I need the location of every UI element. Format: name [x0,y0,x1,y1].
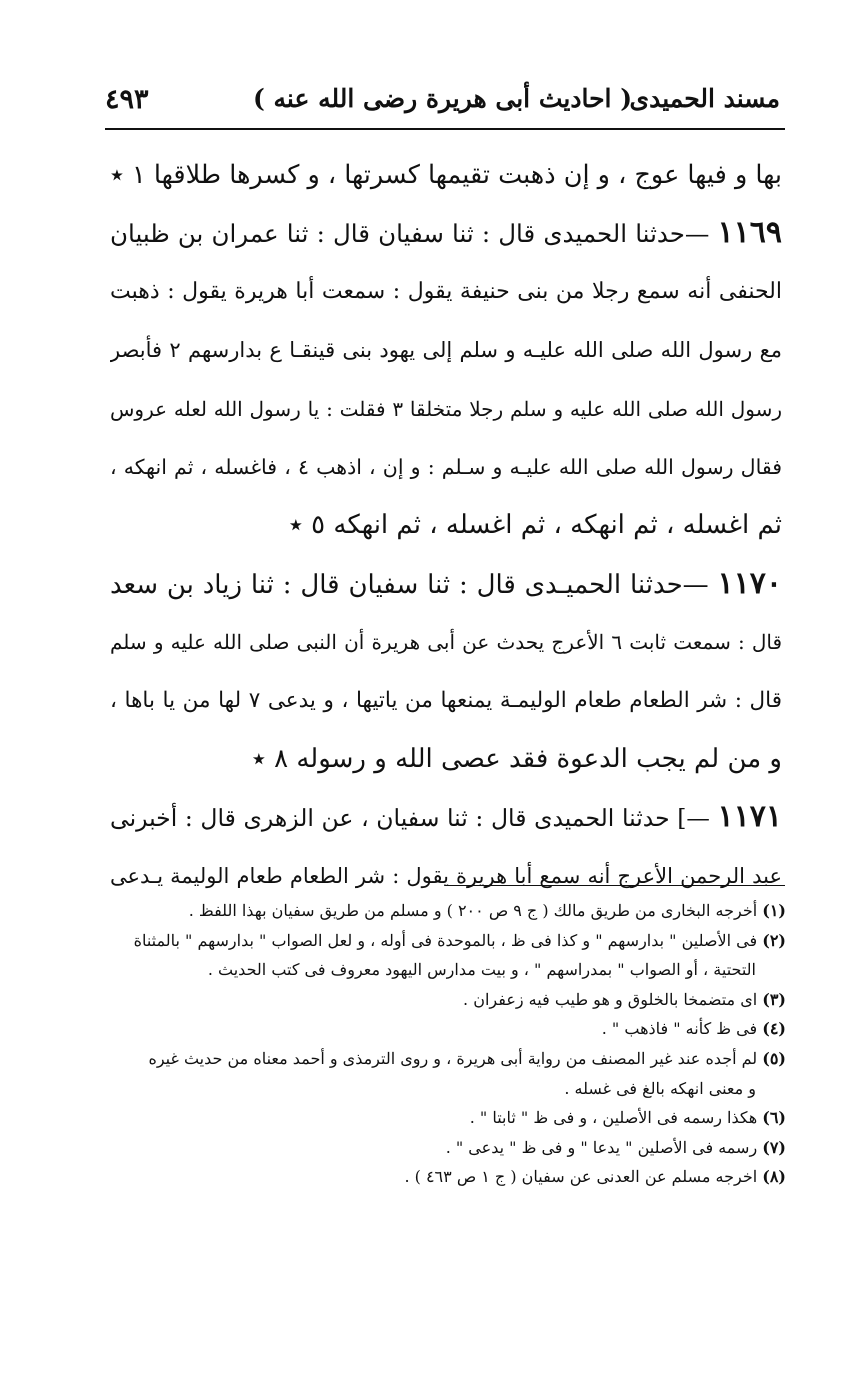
footnote-text: رسمه فى الأصلين " يدعا " و فى ظ " يدعى " . [445,1137,763,1157]
hadith-heading-1170 [110,555,782,613]
footnote-continuation [110,1074,786,1104]
footnote [110,1044,786,1074]
footnote [110,1103,786,1133]
line-text: —حدثنا الحميدى قال : ثنا سفيان قال : ثنا عمران بن ظبيان [110,219,718,249]
line-text: رسول الله صلى الله عليه و سلم رجلا متخلقا ٣ فقلت : يا رسول الله لعله عروس [110,396,782,421]
hadith-number: ١١٦٩ [717,215,782,251]
line-text: قال : سمعت ثابت ٦ الأعرج يحدث عن أبى هريرة أن النبى صلى الله عليه و سلم [110,630,782,655]
line-text: بها و فيها عوج ، و إن ذهبت تقيمها كسرتها ، و كسرها طلاقها ١ ٭ [110,160,782,190]
footnote-mark: (٥) [762,1048,786,1068]
footnote-mark: (٢) [762,930,786,950]
text-line [110,613,782,671]
text-line [110,146,782,204]
line-text: فقال رسول الله صلى الله عليـه و سـلم : و إن ، اذهب ٤ ، فاغسله ، ثم انهكه ، [110,454,782,479]
section-title: ( احاديث أبى هريرة رضى الله عنه ) [252,84,633,113]
main-text [110,146,782,905]
footnote-mark: (٨) [762,1167,786,1187]
line-text: و من لم يجب الدعوة فقد عصى الله و رسوله ٨ ٭ [251,743,782,774]
footnote-mark: (١) [762,901,786,920]
footnote [110,1014,786,1044]
footnote-text: أخرجه البخارى من طريق مالك ( ج ٩ ص ٢٠٠ ) و مسلم من طريق سفيان بهذا اللفظ . [188,901,763,920]
hadith-number: ١١٧١ [717,799,782,835]
footnote-text: و معنى انهكه بالغ فى غسله . [564,1078,756,1098]
line-text: قال : شر الطعام طعام الوليمـة يمنعها من ياتيها ، و يدعى ٧ لها من يا باها ، [110,687,782,713]
line-text: ثم اغسله ، ثم انهكه ، ثم اغسله ، ثم انهكه ٥ ٭ [288,510,782,541]
line-text: الحنفى أنه سمع رجلا من بنى حنيفة يقول : سمعت أبا هريرة يقول : ذهبت [110,278,782,304]
footnotes [110,896,786,1192]
footnote-text: فى الأصلين " بدارسهم " و كذا فى ظ ، بالموحدة فى أوله ، و لعل الصواب " بدارسهم " بالمثناة [133,930,763,950]
text-line [110,380,782,438]
footnote-continuation [110,955,786,985]
hadith-number: ١١٧٠ [717,565,782,601]
footnote-mark: (٣) [762,989,786,1009]
footnote-mark: (٤) [762,1019,786,1039]
footnote-text: فى ظ كأنه " فاذهب " . [601,1019,763,1039]
footnote [110,896,786,926]
footnote-mark: (٦) [762,1108,786,1128]
text-line [110,496,782,554]
text-line [110,672,782,730]
footnote-text: لم أجده عند غير المصنف من رواية أبى هريرة ، و روى الترمذى و أحمد معناه من حديث غيره [148,1048,763,1068]
line-text: —حدثنا الحميـدى قال : ثنا سفيان قال : ثنا زياد بن سعد [110,569,718,600]
text-line [110,730,782,788]
hadith-heading-1171 [110,788,782,846]
book-title: مسند الحميدى [629,84,780,113]
line-text: عبد الرحمن الأعرج أنه سمع أبا هريرة يقول : شر الطعام طعام الوليمة يـدعى [110,863,782,888]
page-header [105,80,780,124]
footnote [110,985,786,1015]
line-text: مع رسول الله صلى الله عليـه و سلم إلى يهود بنى قينقـا ع بدارسهم ٢ فأبصر [110,338,782,363]
page-number: ٤٩٣ [105,84,149,115]
footnote [110,926,786,956]
footnote-text: هكذا رسمه فى الأصلين ، و فى ظ " ثابتا " . [469,1108,763,1128]
footnote-text: اخرجه مسلم عن العدنى عن سفيان ( ج ١ ص ٤٦٣ ) . [404,1167,763,1187]
text-line [110,321,782,379]
footnote-mark: (٧) [762,1137,786,1157]
footnote-text: التحتية ، أو الصواب " بمدراسهم " ، و بيت مدارس اليهود معروف فى كتب الحديث . [207,960,756,980]
text-line [110,263,782,321]
footnote [110,1162,786,1192]
hadith-heading-1169 [110,204,782,262]
footnote [110,1133,786,1163]
footnote-text: اى متضمخا بالخلوق و هو طيب فيه زعفران . [463,989,763,1009]
footnote-rule [445,885,785,886]
line-text: —] حدثنا الحميدى قال : ثنا سفيان ، عن الزهرى قال : أخبرنى [110,804,718,833]
text-line [110,438,782,496]
header-rule [105,128,785,130]
